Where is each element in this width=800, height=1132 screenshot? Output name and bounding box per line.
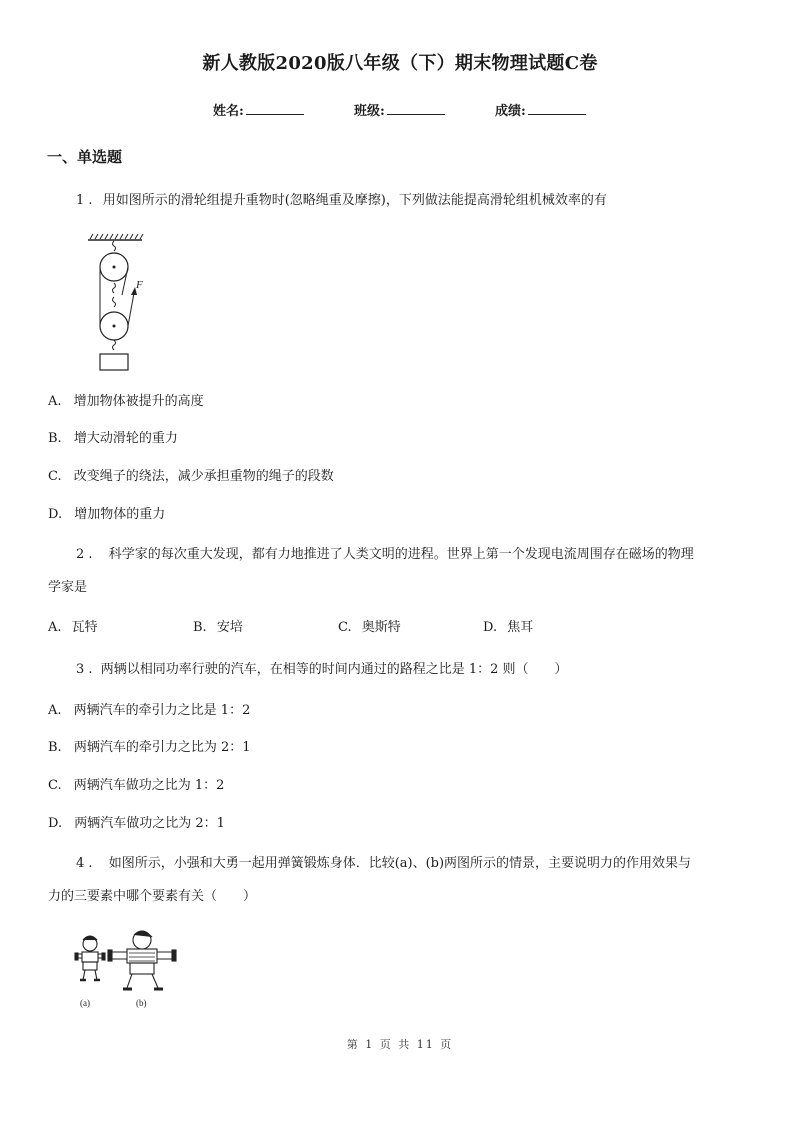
q1-option-b[interactable] [48,431,178,447]
class-field [354,100,445,119]
option-key: D. [483,620,498,635]
option-text: 两辆汽车的牵引力之比是 1：2 [73,703,251,718]
q3-option-d[interactable] [48,816,225,832]
pulley-system-icon [84,233,164,375]
page-footer: 第 1 页 共 11 页 [346,1038,454,1051]
question-2-continuation: 学家是 [48,580,88,595]
question-number: 2 . [76,547,93,562]
option-key: C. [48,778,62,793]
option-key: D. [48,816,63,831]
question-text-line1: 如图所示，小强和大勇一起用弹簧锻炼身体．比较(a)、(b)两图所示的情景，主要说明力的作用效果与 [108,856,692,871]
option-text: 两辆汽车做功之比为 1：2 [73,778,225,793]
option-key: B. [48,740,62,755]
q3-option-b[interactable] [48,740,251,756]
question-number: 1 . [76,193,93,208]
q2-option-b[interactable] [193,620,243,636]
q3-option-c[interactable] [48,778,224,794]
question-1 [76,193,607,209]
question-number: 4 . [76,856,93,871]
option-text: 两辆汽车做功之比为 2：1 [74,816,225,831]
option-key: A. [48,394,62,409]
section-heading: 一、单选题 [47,148,123,166]
q1-option-d[interactable] [48,507,165,523]
q2-option-a[interactable] [48,620,98,636]
question-4 [76,856,691,872]
question-4-continuation: 力的三要素中哪个要素有关（ ） [48,889,257,904]
option-text: 焦耳 [507,620,534,635]
question-text-line1: 科学家的每次重大发现，都有力地推进了人类文明的进程。世界上第一个发现电流周围存在磁场的物理 [108,547,694,562]
option-key: A. [48,620,62,635]
q1-option-a[interactable] [48,394,204,410]
score-blank[interactable] [528,102,586,115]
option-key: C. [338,620,352,635]
option-text: 增加物体的重力 [74,507,166,522]
name-field-label: 姓名: [213,104,244,119]
option-text: 瓦特 [71,620,98,635]
class-field-label: 班级: [354,104,385,119]
q2-option-c[interactable] [338,620,401,636]
figure-label-a: (a) [80,998,90,1008]
document-title: 新人教版2020版八年级（下）期末物理试题C卷 [202,53,598,74]
score-field-label: 成绩: [495,104,526,119]
question-text: 用如图所示的滑轮组提升重物时(忽略绳重及摩擦)，下列做法能提高滑轮组机械效率的有 [102,193,607,208]
option-key: B. [193,620,207,635]
option-key: C. [48,469,62,484]
option-key: B. [48,431,62,446]
option-text: 增大动滑轮的重力 [73,431,178,446]
option-text: 改变绳子的绕法，减少承担重物的绳子的段数 [73,469,334,484]
option-key: D. [48,507,63,522]
question-text: 两辆以相同功率行驶的汽车，在相等的时间内通过的路程之比是 1：2 则（ ） [100,662,568,677]
force-label: F [136,279,143,291]
option-key: A. [48,703,62,718]
option-text: 安培 [216,620,243,635]
option-text: 增加物体被提升的高度 [73,394,204,409]
question-3 [76,662,568,678]
score-field [495,100,586,119]
name-field [213,100,304,119]
figure-label-b: (b) [136,998,147,1008]
question-number: 3 . [76,662,93,677]
option-text: 两辆汽车的牵引力之比为 2：1 [73,740,251,755]
class-blank[interactable] [387,102,445,115]
spring-exercise-icon [72,928,192,1014]
name-blank[interactable] [246,102,304,115]
question-2 [76,547,694,563]
q2-option-d[interactable] [483,620,533,636]
q3-option-a[interactable] [48,703,250,719]
option-text: 奥斯特 [361,620,401,635]
q1-option-c[interactable] [48,469,334,485]
